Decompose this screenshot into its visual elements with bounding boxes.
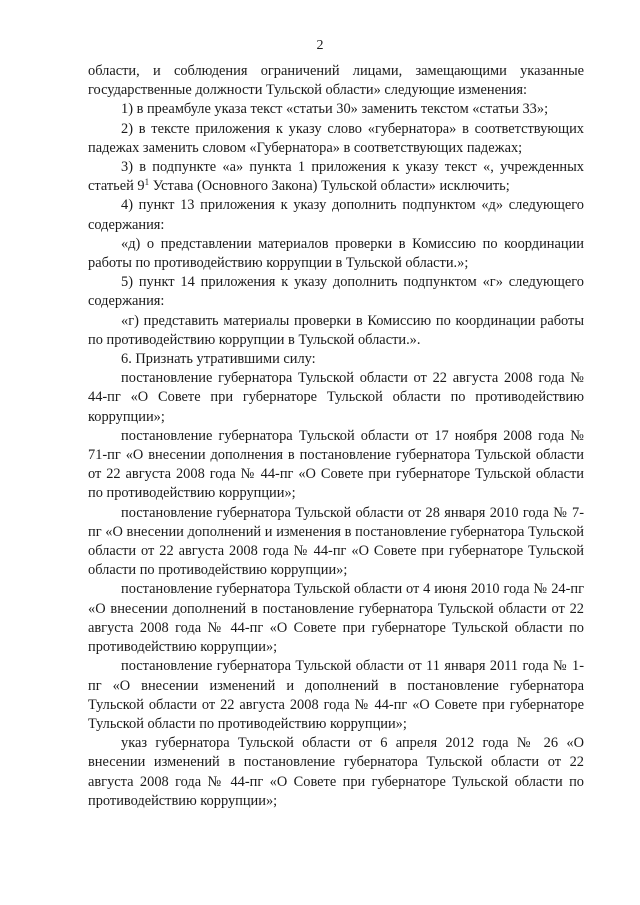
repealed-act-4: постановление губернатора Тульской области от 4 июня 2010 года № 24-пг «О внесении дополнений в постановление губернатора Тульской области от 22 августа 2008 года № 44-пг «О Совете при губернаторе Тульской области по противодействию коррупции»; <box>88 581 584 656</box>
repealed-act-5: постановление губернатора Тульской области от 11 января 2011 года № 1-пг «О внесении изменений и дополнений в постановление губернатора Тульской области от 22 августа 2008 года № 44-пг «О Совете при губернаторе Тульской области по противодействию коррупции»; <box>88 658 584 732</box>
paragraph-item-3 <box>88 158 584 196</box>
repealed-act-2: постановление губернатора Тульской области от 17 ноября 2008 года № 71-пг «О внесении дополнения в постановление губернатора Тульской области от 22 августа 2008 года № 44-пг «О Совете при губернаторе Тульской области по противодействию коррупции»; <box>88 427 584 502</box>
paragraph-item-4-subpoint: «д) о представлении материалов проверки в Комиссию по координации работы по противодействию коррупции в Тульской области.»; <box>88 235 584 272</box>
paragraph-item-4: 4) пункт 13 приложения к указу дополнить подпунктом «д» следующего содержания: <box>88 197 584 233</box>
paragraph-item-1: 1) в преамбуле указа текст «статьи 30» заменить текстом «статьи 33»; <box>121 101 549 118</box>
paragraph-item-5-subpoint: «г) представить материалы проверки в Комиссию по координации работы по противодействию коррупции в Тульской области.». <box>88 312 584 348</box>
paragraph-item-6: 6. Признать утратившими силу: <box>121 351 316 368</box>
paragraph-item-5: 5) пункт 14 приложения к указу дополнить подпунктом «г» следующего содержания: <box>88 274 584 310</box>
repealed-act-1: постановление губернатора Тульской области от 22 августа 2008 года № 44-пг «О Совете при губернаторе Тульской области по противодействию коррупции»; <box>88 370 584 425</box>
page-number: 2 <box>316 38 324 53</box>
repealed-act-6: указ губернатора Тульской области от 6 апреля 2012 года № 26 «О внесении изменений в постановление губернатора Тульской области от 22 августа 2008 года № 44-пг «О Совете при губернаторе Тульской области по противодействию коррупции»; <box>88 735 584 809</box>
paragraph-continuation: области, и соблюдения ограничений лицами, замещающими указанные государственные должности Тульской области» следующие изменения: <box>88 63 584 99</box>
paragraph-item-3-text-after: Устава (Основного Закона) Тульской области» исключить; <box>149 178 510 195</box>
paragraph-item-3-text-before: 3) в подпункте «а» пункта 1 приложения к указу текст «, учрежденных статьей 9 <box>88 159 584 195</box>
paragraph-item-2: 2) в тексте приложения к указу слово «губернатора» в соответствующих падежах заменить словом «Губернатора» в соответствующих падежах; <box>88 120 584 156</box>
repealed-act-3: постановление губернатора Тульской области от 28 января 2010 года № 7-пг «О внесении дополнений и изменения в постановление губернатора Тульской области от 22 августа 2008 года № 44-пг «О Совете при губернаторе Тульской области по противодействию коррупции»; <box>88 504 584 579</box>
document-body <box>88 62 584 811</box>
superscript-marker: 1 <box>144 177 150 188</box>
